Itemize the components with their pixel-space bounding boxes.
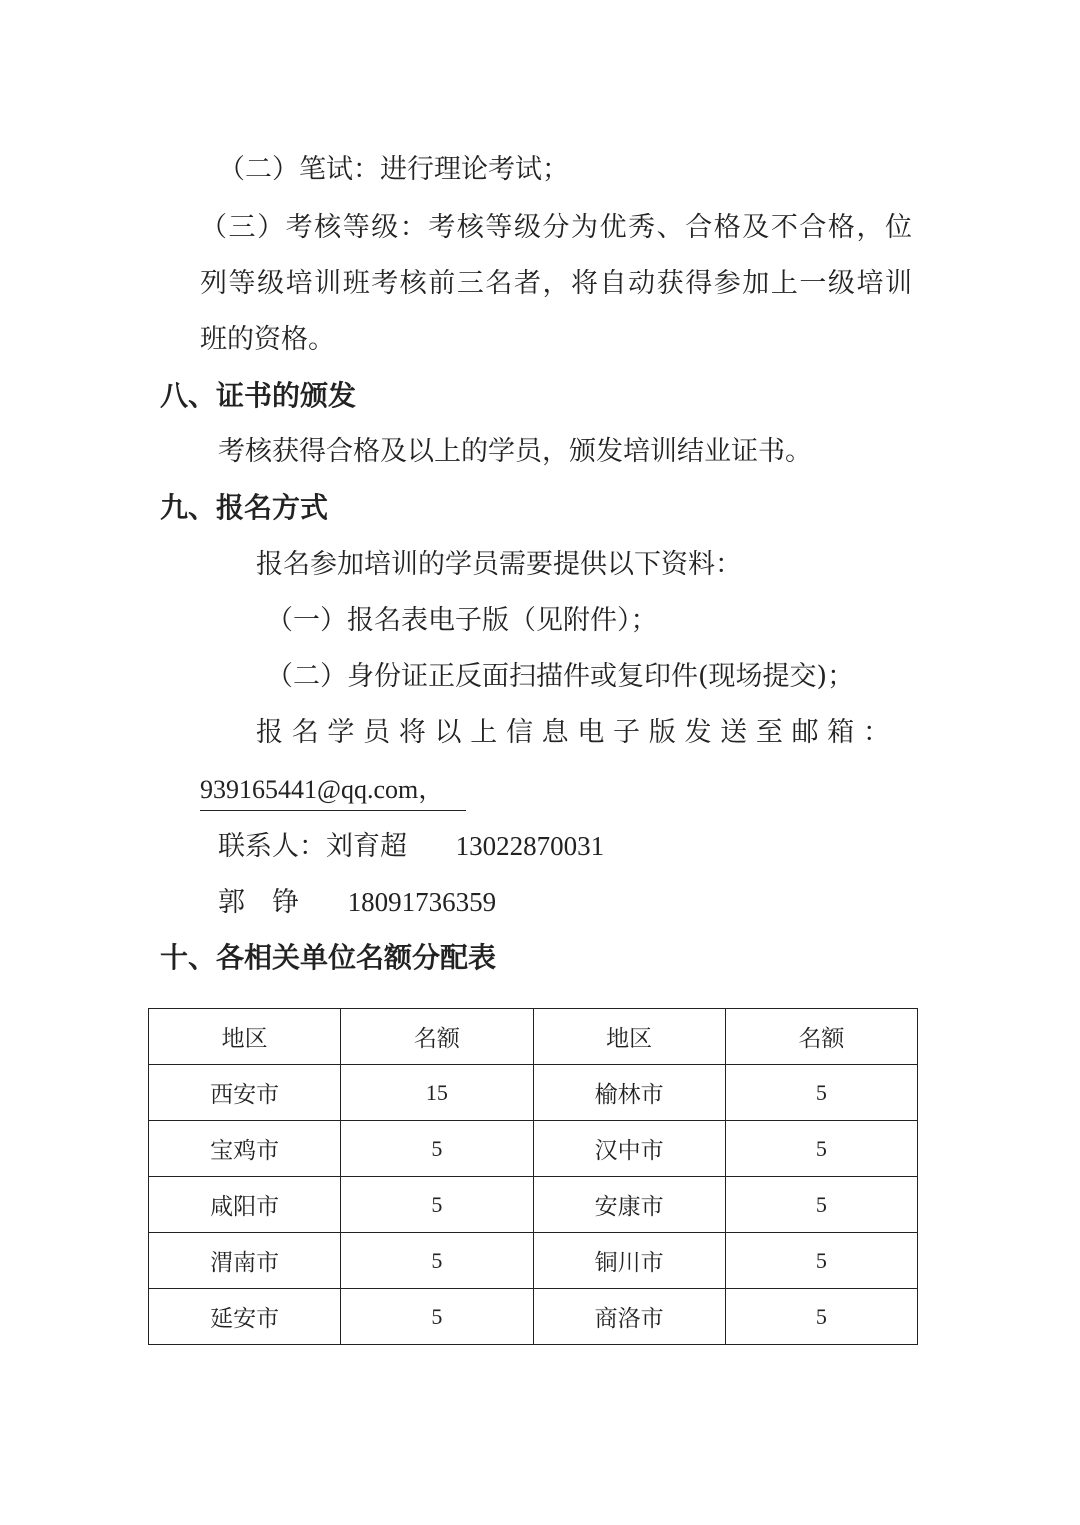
table-cell-region: 渭南市 bbox=[149, 1233, 341, 1289]
table-cell-quota: 5 bbox=[725, 1289, 917, 1345]
table-cell-region: 商洛市 bbox=[533, 1289, 725, 1345]
table-cell-quota: 5 bbox=[725, 1233, 917, 1289]
table-row bbox=[149, 1065, 918, 1121]
table-cell-quota: 5 bbox=[725, 1065, 917, 1121]
email-address: 939165441@qq.com， bbox=[200, 770, 466, 811]
registration-item-1: （一）报名表电子版（见附件）； bbox=[266, 605, 658, 636]
written-exam-line: （二）笔试：进行理论考试； bbox=[218, 154, 569, 185]
contact-2-label: 郭 铮 bbox=[218, 887, 299, 918]
table-row bbox=[149, 1289, 918, 1345]
table-cell-quota: 5 bbox=[725, 1177, 917, 1233]
table-cell-region: 汉中市 bbox=[533, 1121, 725, 1177]
table-cell-region: 铜川市 bbox=[533, 1233, 725, 1289]
registration-intro: 报名参加培训的学员需要提供以下资料： bbox=[256, 549, 742, 580]
table-row bbox=[149, 1177, 918, 1233]
section-10-heading: 十、各相关单位名额分配表 bbox=[160, 941, 497, 974]
table-cell-region: 宝鸡市 bbox=[149, 1121, 341, 1177]
grade-line-3: 班的资格。 bbox=[200, 324, 335, 355]
table-cell-region: 延安市 bbox=[149, 1289, 341, 1345]
table-header-cell: 地区 bbox=[149, 1009, 341, 1065]
table-header-cell: 地区 bbox=[533, 1009, 725, 1065]
table-cell-quota: 15 bbox=[341, 1065, 533, 1121]
table-cell-quota: 5 bbox=[341, 1121, 533, 1177]
table-cell-region: 榆林市 bbox=[533, 1065, 725, 1121]
quota-table bbox=[148, 1008, 918, 1345]
grade-line-2: 列等级培训班考核前三名者，将自动获得参加上一级培训 bbox=[200, 268, 912, 299]
table-row bbox=[149, 1121, 918, 1177]
grade-line-1: （三）考核等级：考核等级分为优秀、合格及不合格，位 bbox=[200, 212, 912, 243]
table-cell-quota: 5 bbox=[341, 1177, 533, 1233]
section-8-heading: 八、证书的颁发 bbox=[160, 379, 357, 412]
table-cell-region: 西安市 bbox=[149, 1065, 341, 1121]
contact-1-label: 联系人：刘育超 bbox=[218, 831, 407, 862]
contact-1-phone: 13022870031 bbox=[455, 831, 605, 861]
table-cell-quota: 5 bbox=[341, 1233, 533, 1289]
registration-send: 报名学员将以上信息电子版发送至邮箱： bbox=[256, 717, 896, 748]
table-header-row bbox=[149, 1009, 918, 1065]
table-header-cell: 名额 bbox=[341, 1009, 533, 1065]
contact-2 bbox=[218, 882, 496, 923]
table-row bbox=[149, 1233, 918, 1289]
registration-item-2: （二）身份证正反面扫描件或复印件(现场提交)； bbox=[266, 661, 855, 692]
table-cell-quota: 5 bbox=[341, 1289, 533, 1345]
certificate-text: 考核获得合格及以上的学员，颁发培训结业证书。 bbox=[218, 436, 812, 467]
section-9-heading: 九、报名方式 bbox=[160, 491, 329, 524]
contact-2-phone: 18091736359 bbox=[347, 887, 497, 917]
contact-1 bbox=[218, 826, 604, 867]
table-cell-region: 安康市 bbox=[533, 1177, 725, 1233]
table-header-cell: 名额 bbox=[725, 1009, 917, 1065]
table-cell-region: 咸阳市 bbox=[149, 1177, 341, 1233]
table-cell-quota: 5 bbox=[725, 1121, 917, 1177]
